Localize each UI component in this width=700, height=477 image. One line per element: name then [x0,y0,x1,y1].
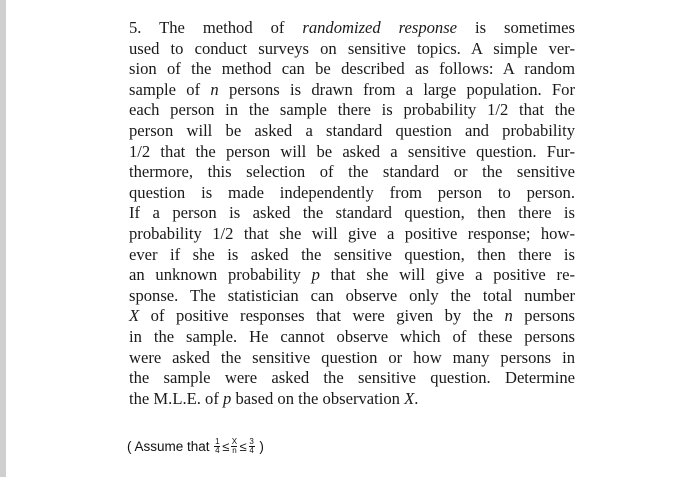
line-text: persons is drawn from a large population. For [218,79,575,99]
line-text: sample of [129,79,211,99]
problem-line: in the sample. He cannot observe which of these persons [129,326,575,346]
fraction-denominator: 4 [215,446,220,455]
problem-line: person will be asked a standard question and probability [129,120,575,140]
problem-line [129,306,575,327]
line-text: the M.L.E. of [129,388,224,408]
line-text: of positive responses that were given by the [139,306,505,326]
variable-p: p [311,265,320,285]
problem-line: were asked the sensitive question or how many persons in [129,347,575,367]
problem-line: each person in the sample there is probability 1/2 that the [129,100,575,120]
variable-n: n [504,306,513,326]
less-equal-sign: ≤ [239,439,247,454]
assumption-note [127,438,264,455]
problem-line [129,80,575,101]
problem-line [129,18,575,39]
note-close: ) [255,439,264,454]
variable-n: n [210,79,219,99]
fraction-numerator: X [231,437,238,446]
problem-line: question is made independently from person to person. [129,182,575,202]
problem-line: 1/2 that the person will be asked a sensitive question. Fur- [129,141,575,161]
problem-line: used to conduct surveys on sensitive topics. A simple ver- [129,38,575,58]
term-italic: randomized response [302,18,458,37]
fraction-three-quarters [249,438,255,455]
fraction-numerator: 1 [215,437,220,446]
fraction-numerator: 3 [249,437,254,446]
problem-line: ever if she is asked the sensitive question, then there is [129,244,575,264]
fraction-denominator: 4 [249,446,254,455]
problem-line: thermore, this selection of the standard or the sensitive [129,162,575,182]
problem-line: sion of the method can be described as follows: A random [129,59,575,79]
fraction-one-quarter [214,438,220,455]
problem-line: probability 1/2 that she will give a positive response; how- [129,223,575,243]
fraction-denominator: n [232,446,237,455]
variable-x: X [129,306,140,326]
line-text: . [414,388,419,408]
line-text: based on the observation [231,388,405,408]
problem-number: 5. [129,18,142,37]
line-text: that she will give a positive re- [319,265,575,285]
variable-x: X [404,388,415,408]
problem-line [129,389,575,410]
left-border [0,0,6,477]
line-text: persons [512,306,575,326]
problem-line: the sample were asked the sensitive question. Determine [129,368,575,388]
problem-line: If a person is asked the standard question, then there is [129,203,575,223]
note-open: ( Assume that [127,439,214,454]
fraction-x-over-n [231,438,237,455]
problem-line: sponse. The statistician can observe only the total number [129,285,575,305]
line-text: The method of [141,18,303,37]
problem-line [129,265,575,286]
line-text: is sometimes [457,18,575,37]
problem-text [129,18,575,409]
line-text: an unknown probability [129,265,312,285]
less-equal-sign: ≤ [222,439,230,454]
variable-p: p [223,388,232,408]
